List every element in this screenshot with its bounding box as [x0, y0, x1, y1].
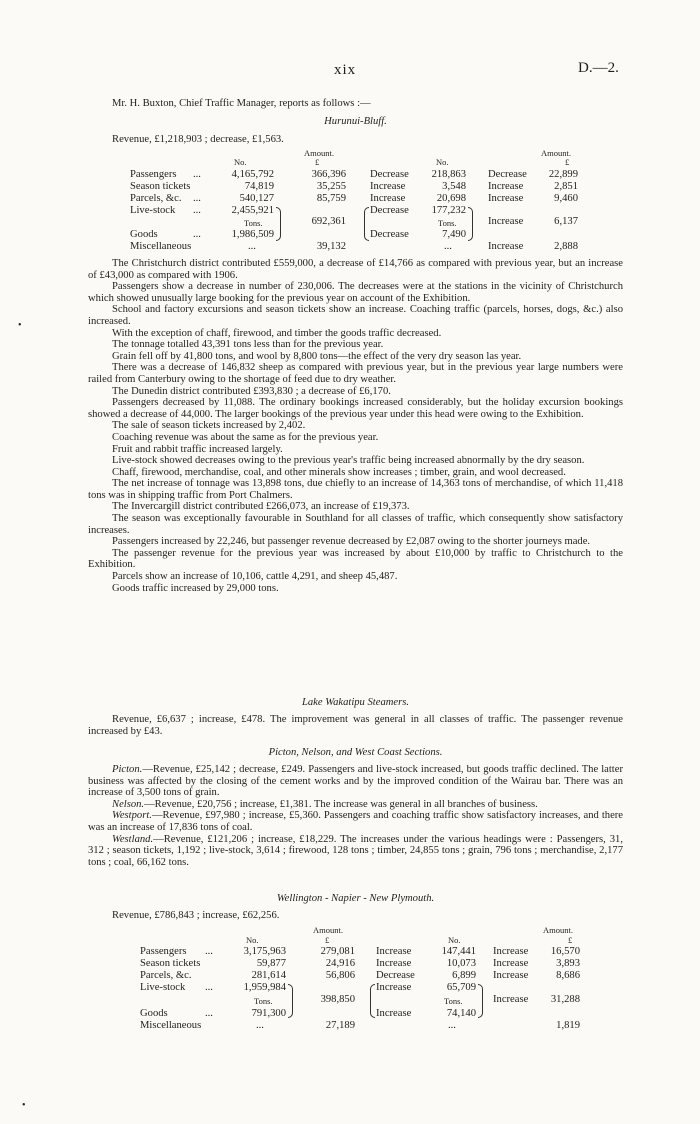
- paragraph: Passengers increased by 22,246, but passenger revenue decreased by £2,087 owing to the shorter journeys made.: [112, 536, 591, 548]
- row-change-no: 218,863: [431, 169, 466, 180]
- brace: [370, 984, 375, 1018]
- row-change-amount: 8,686: [556, 970, 580, 981]
- brace: [288, 984, 293, 1018]
- row-no: ...: [256, 1020, 264, 1031]
- row-dots: ...: [193, 169, 201, 180]
- section-title-hurunui-bluff: Hurunui-Bluff.: [324, 116, 387, 127]
- col-header-amount: Amount.: [304, 148, 334, 158]
- row-dots: ...: [248, 241, 256, 252]
- row-change-amount: 3,893: [556, 958, 580, 969]
- paragraph: The Christchurch district contributed £559,000, a decrease of £14,766 as compared with previous year, but an increase of £43,000 as compared with 1906.: [88, 258, 623, 281]
- row-label: Goods: [140, 1008, 168, 1019]
- paragraph-lake-wakatipu: Revenue, £6,637 ; increase, £478. The improvement was general in all classes of traffic. The passenger revenue increased by £43.: [88, 714, 623, 737]
- tons-label: Tons.: [244, 218, 263, 228]
- row-dots: ...: [205, 982, 213, 993]
- row-change-no: 65,709: [446, 982, 476, 993]
- row-amount: 39,132: [316, 241, 346, 252]
- row-change-amount-label: Increase: [488, 181, 524, 192]
- col-header-pound-2: £: [568, 935, 573, 945]
- paragraph-text: —Revenue, £20,756 ; increase, £1,381. The increase was general in all branches of business.: [144, 798, 538, 810]
- row-change-amount: 9,460: [554, 193, 578, 204]
- row-label: Live-stock: [140, 982, 186, 993]
- row-no: 4,165,792: [231, 169, 274, 180]
- page-number: xix: [334, 62, 357, 78]
- grouped-change-label: Increase: [493, 994, 529, 1005]
- row-change-amount: 2,851: [554, 181, 578, 192]
- paragraph: Passengers decreased by 11,088. The ordinary bookings increased considerably, but the holiday excursion bookings showed a decrease of 44,000. The larger bookings of the previous year under this head were owing to the Exhibition.: [88, 397, 623, 420]
- paragraph: Grain fell off by 41,800 tons, and wool by 8,800 tons—the effect of the very dry season las year.: [112, 350, 522, 362]
- row-change-no: 177,232: [431, 205, 466, 216]
- row-amount: 56,806: [325, 970, 355, 981]
- row-change: Increase: [370, 181, 406, 192]
- paragraph-nelson: [88, 799, 623, 811]
- col-header-amount: Amount.: [313, 925, 343, 935]
- row-change-amount-label: Increase: [488, 241, 524, 252]
- paragraph: Passengers show a decrease in number of 230,006. The decreases were at the stations in the vicinity of Christchurch which showed unusually large booking for the previous year on account of the Exhibition.: [88, 281, 623, 304]
- paragraph-lead: Westland.: [112, 833, 154, 845]
- row-change-amount-label: Increase: [493, 946, 529, 957]
- paragraph-text: —Revenue, £121,206 ; increase, £18,229. The increases under the various headings were : Passengers, 31, 312 ; season tickets, 1,192 ; live-stock, 3,614 ; firewood, 128 tons ; timber, 24,855 tons ; grain, 796 tons ; merchandise, 2,177 tons ; coal, 66,162 tons.: [88, 833, 623, 868]
- row-change: Increase: [370, 193, 406, 204]
- row-dots: ...: [193, 205, 201, 216]
- paragraph: Fruit and rabbit traffic increased largely.: [112, 443, 283, 455]
- paragraph: The season was exceptionally favourable in Southland for all classes of traffic, which consequently show satisfactory increases.: [88, 513, 623, 536]
- row-label: Miscellaneous: [130, 241, 192, 252]
- paragraph-text: —Revenue, £97,980 ; increase, £5,360. Passengers and coaching traffic show satisfactory increases, and there was an increase of 17,836 tons of coal.: [88, 810, 623, 833]
- row-dots: ...: [193, 193, 201, 204]
- col-header-amount-2: Amount.: [541, 148, 571, 158]
- row-change: Increase: [376, 1008, 412, 1019]
- paragraphs-hurunui: [88, 258, 623, 594]
- margin-dot-2: •: [22, 1100, 26, 1111]
- row-no: 74,819: [244, 181, 274, 192]
- row-dots: ...: [205, 946, 213, 957]
- paragraph: The passenger revenue for the previous year was increased by about £10,000 by traffic to Christchurch to the Exhibition.: [88, 547, 623, 571]
- col-header-amount-2: Amount.: [543, 925, 573, 935]
- row-change: Decrease: [376, 970, 415, 981]
- row-change-amount: 16,570: [550, 946, 580, 957]
- row-change-amount-label: Decrease: [488, 169, 527, 180]
- col-header-pound: £: [315, 157, 320, 167]
- row-no: 1,986,509: [231, 229, 274, 240]
- paragraph: Goods traffic increased by 29,000 tons.: [112, 582, 279, 594]
- row-label: Passengers: [130, 169, 177, 180]
- row-no: 3,175,963: [243, 946, 286, 957]
- brace: [478, 984, 483, 1018]
- row-change-no: 6,899: [452, 970, 476, 981]
- row-dots: ...: [193, 229, 201, 240]
- paragraph-lead: Picton.: [112, 764, 143, 775]
- row-no: 540,127: [239, 193, 274, 204]
- col-header-no: No.: [246, 935, 259, 945]
- paragraph: Parcels show an increase of 10,106, cattle 4,291, and sheep 45,487.: [112, 571, 398, 583]
- paragraph: Coaching revenue was about the same as for the previous year.: [112, 431, 379, 443]
- paragraph: The tonnage totalled 43,391 tons less than for the previous year.: [112, 339, 384, 351]
- paragraph: Chaff, firewood, merchandise, coal, and other minerals show increases ; timber, grain, and wool decreased.: [112, 466, 566, 478]
- row-dots: ...: [205, 1008, 213, 1019]
- paragraph: Live-stock showed decreases owing to the previous year's traffic being increased abnormally by the dry season.: [112, 455, 585, 467]
- row-change: Increase: [376, 958, 412, 969]
- paragraph-lead: Westport.: [112, 810, 152, 822]
- row-amount: 366,396: [311, 169, 346, 180]
- row-change-no: ...: [448, 1020, 456, 1031]
- tons-label: Tons.: [254, 996, 273, 1006]
- row-no: 59,877: [256, 958, 286, 969]
- paragraph: The Dunedin district contributed £393,830 ; a decrease of £6,170.: [112, 385, 391, 397]
- grouped-change: 31,288: [550, 994, 580, 1005]
- margin-dot: •: [18, 320, 22, 331]
- row-label: Season tickets: [130, 181, 191, 192]
- col-header-pound: £: [325, 935, 330, 945]
- paragraphs-picton-nelson: [88, 764, 623, 868]
- row-change-amount: 2,888: [554, 241, 578, 252]
- row-label: Passengers: [140, 946, 187, 957]
- row-change: Decrease: [370, 205, 409, 216]
- revenue-line-hurunui: Revenue, £1,218,903 ; decrease, £1,563.: [112, 134, 284, 145]
- grouped-amount: 398,850: [320, 994, 355, 1005]
- col-header-no: No.: [234, 157, 247, 167]
- row-amount: 85,759: [316, 193, 346, 204]
- brace: [276, 207, 281, 241]
- row-amount: 35,255: [316, 181, 346, 192]
- paragraph: The net increase of tonnage was 13,898 tons, due chiefly to an increase of 14,363 tons of merchandise, of which 11,418 tons was in shipping traffic from Port Chalmers.: [88, 478, 623, 501]
- row-change-no: 147,441: [441, 946, 476, 957]
- section-title-lake-wakatipu: Lake Wakatipu Steamers.: [301, 697, 409, 708]
- row-change-amount: 22,899: [548, 169, 578, 180]
- row-change-amount-label: Increase: [493, 958, 529, 969]
- row-no: 2,455,921: [231, 205, 274, 216]
- paragraph: There was a decrease of 146,832 sheep as compared with previous year, but in the previous year large numbers were railed from Canterbury owing to the shortage of feed due to dry weather.: [88, 362, 623, 385]
- row-change-no: 3,548: [442, 181, 466, 192]
- row-change-amount-label: Increase: [493, 970, 529, 981]
- row-change: Decrease: [370, 229, 409, 240]
- row-change: Decrease: [370, 169, 409, 180]
- paragraph: With the exception of chaff, firewood, and timber the goods traffic decreased.: [112, 327, 442, 339]
- paragraph-westland: [88, 834, 623, 869]
- row-label: Miscellaneous: [140, 1020, 202, 1031]
- row-amount: 27,189: [325, 1020, 355, 1031]
- row-label: Live-stock: [130, 205, 176, 216]
- row-change-no: ...: [444, 241, 452, 252]
- grouped-change-label: Increase: [488, 216, 524, 227]
- paragraph: The Invercargill district contributed £266,073, an increase of £19,373.: [112, 501, 410, 513]
- row-no: 1,959,984: [243, 982, 286, 993]
- row-change-amount-label: Increase: [488, 193, 524, 204]
- paragraph-westport: [88, 810, 623, 833]
- paragraph-lead: Nelson.: [112, 798, 145, 810]
- document-reference: D.—2.: [578, 60, 619, 76]
- row-change: Increase: [376, 946, 412, 957]
- row-amount: 24,916: [325, 958, 355, 969]
- row-label: Parcels, &c.: [140, 970, 192, 981]
- row-amount: 279,081: [320, 946, 355, 957]
- col-header-no-2: No.: [448, 935, 461, 945]
- paragraph: The sale of season tickets increased by 2,402.: [112, 420, 306, 432]
- row-no: 791,300: [251, 1008, 286, 1019]
- row-label: Season tickets: [140, 958, 201, 969]
- brace: [468, 207, 473, 241]
- paragraph-picton: [88, 764, 623, 799]
- row-change: Increase: [376, 982, 412, 993]
- intro-line: Mr. H. Buxton, Chief Traffic Manager, reports as follows :—: [112, 98, 371, 109]
- grouped-change: 6,137: [554, 216, 578, 227]
- brace: [364, 207, 369, 241]
- tons-label-2: Tons.: [438, 218, 457, 228]
- section-title-wellington-napier: Wellington - Napier - New Plymouth.: [276, 893, 435, 904]
- paragraph-text: —Revenue, £25,142 ; decrease, £249. Passengers and live-stock increased, but goods traffic declined. The latter business was affected by the closing of the cement works and by the improved condition of the Wairau bar. There was an increase of 3,500 tons of grain.: [88, 764, 623, 799]
- col-header-no-2: No.: [436, 157, 449, 167]
- row-change-no: 20,698: [436, 193, 466, 204]
- grouped-amount: 692,361: [311, 216, 346, 227]
- revenue-line-wellington: Revenue, £786,843 ; increase, £62,256.: [112, 910, 280, 921]
- tons-label-2: Tons.: [444, 996, 463, 1006]
- paragraph: School and factory excursions and season tickets show an increase. Coaching traffic (parcels, horses, dogs, &c.) also increased.: [88, 304, 623, 327]
- row-label: Parcels, &c.: [130, 193, 182, 204]
- row-change-no: 10,073: [446, 958, 476, 969]
- row-change-no: 74,140: [446, 1008, 476, 1019]
- row-no: 281,614: [251, 970, 286, 981]
- col-header-pound-2: £: [565, 157, 570, 167]
- row-label: Goods: [130, 229, 158, 240]
- row-change-no: 7,490: [442, 229, 466, 240]
- section-title-picton-nelson: Picton, Nelson, and West Coast Sections.: [268, 747, 443, 758]
- row-change-amount: 1,819: [556, 1020, 580, 1031]
